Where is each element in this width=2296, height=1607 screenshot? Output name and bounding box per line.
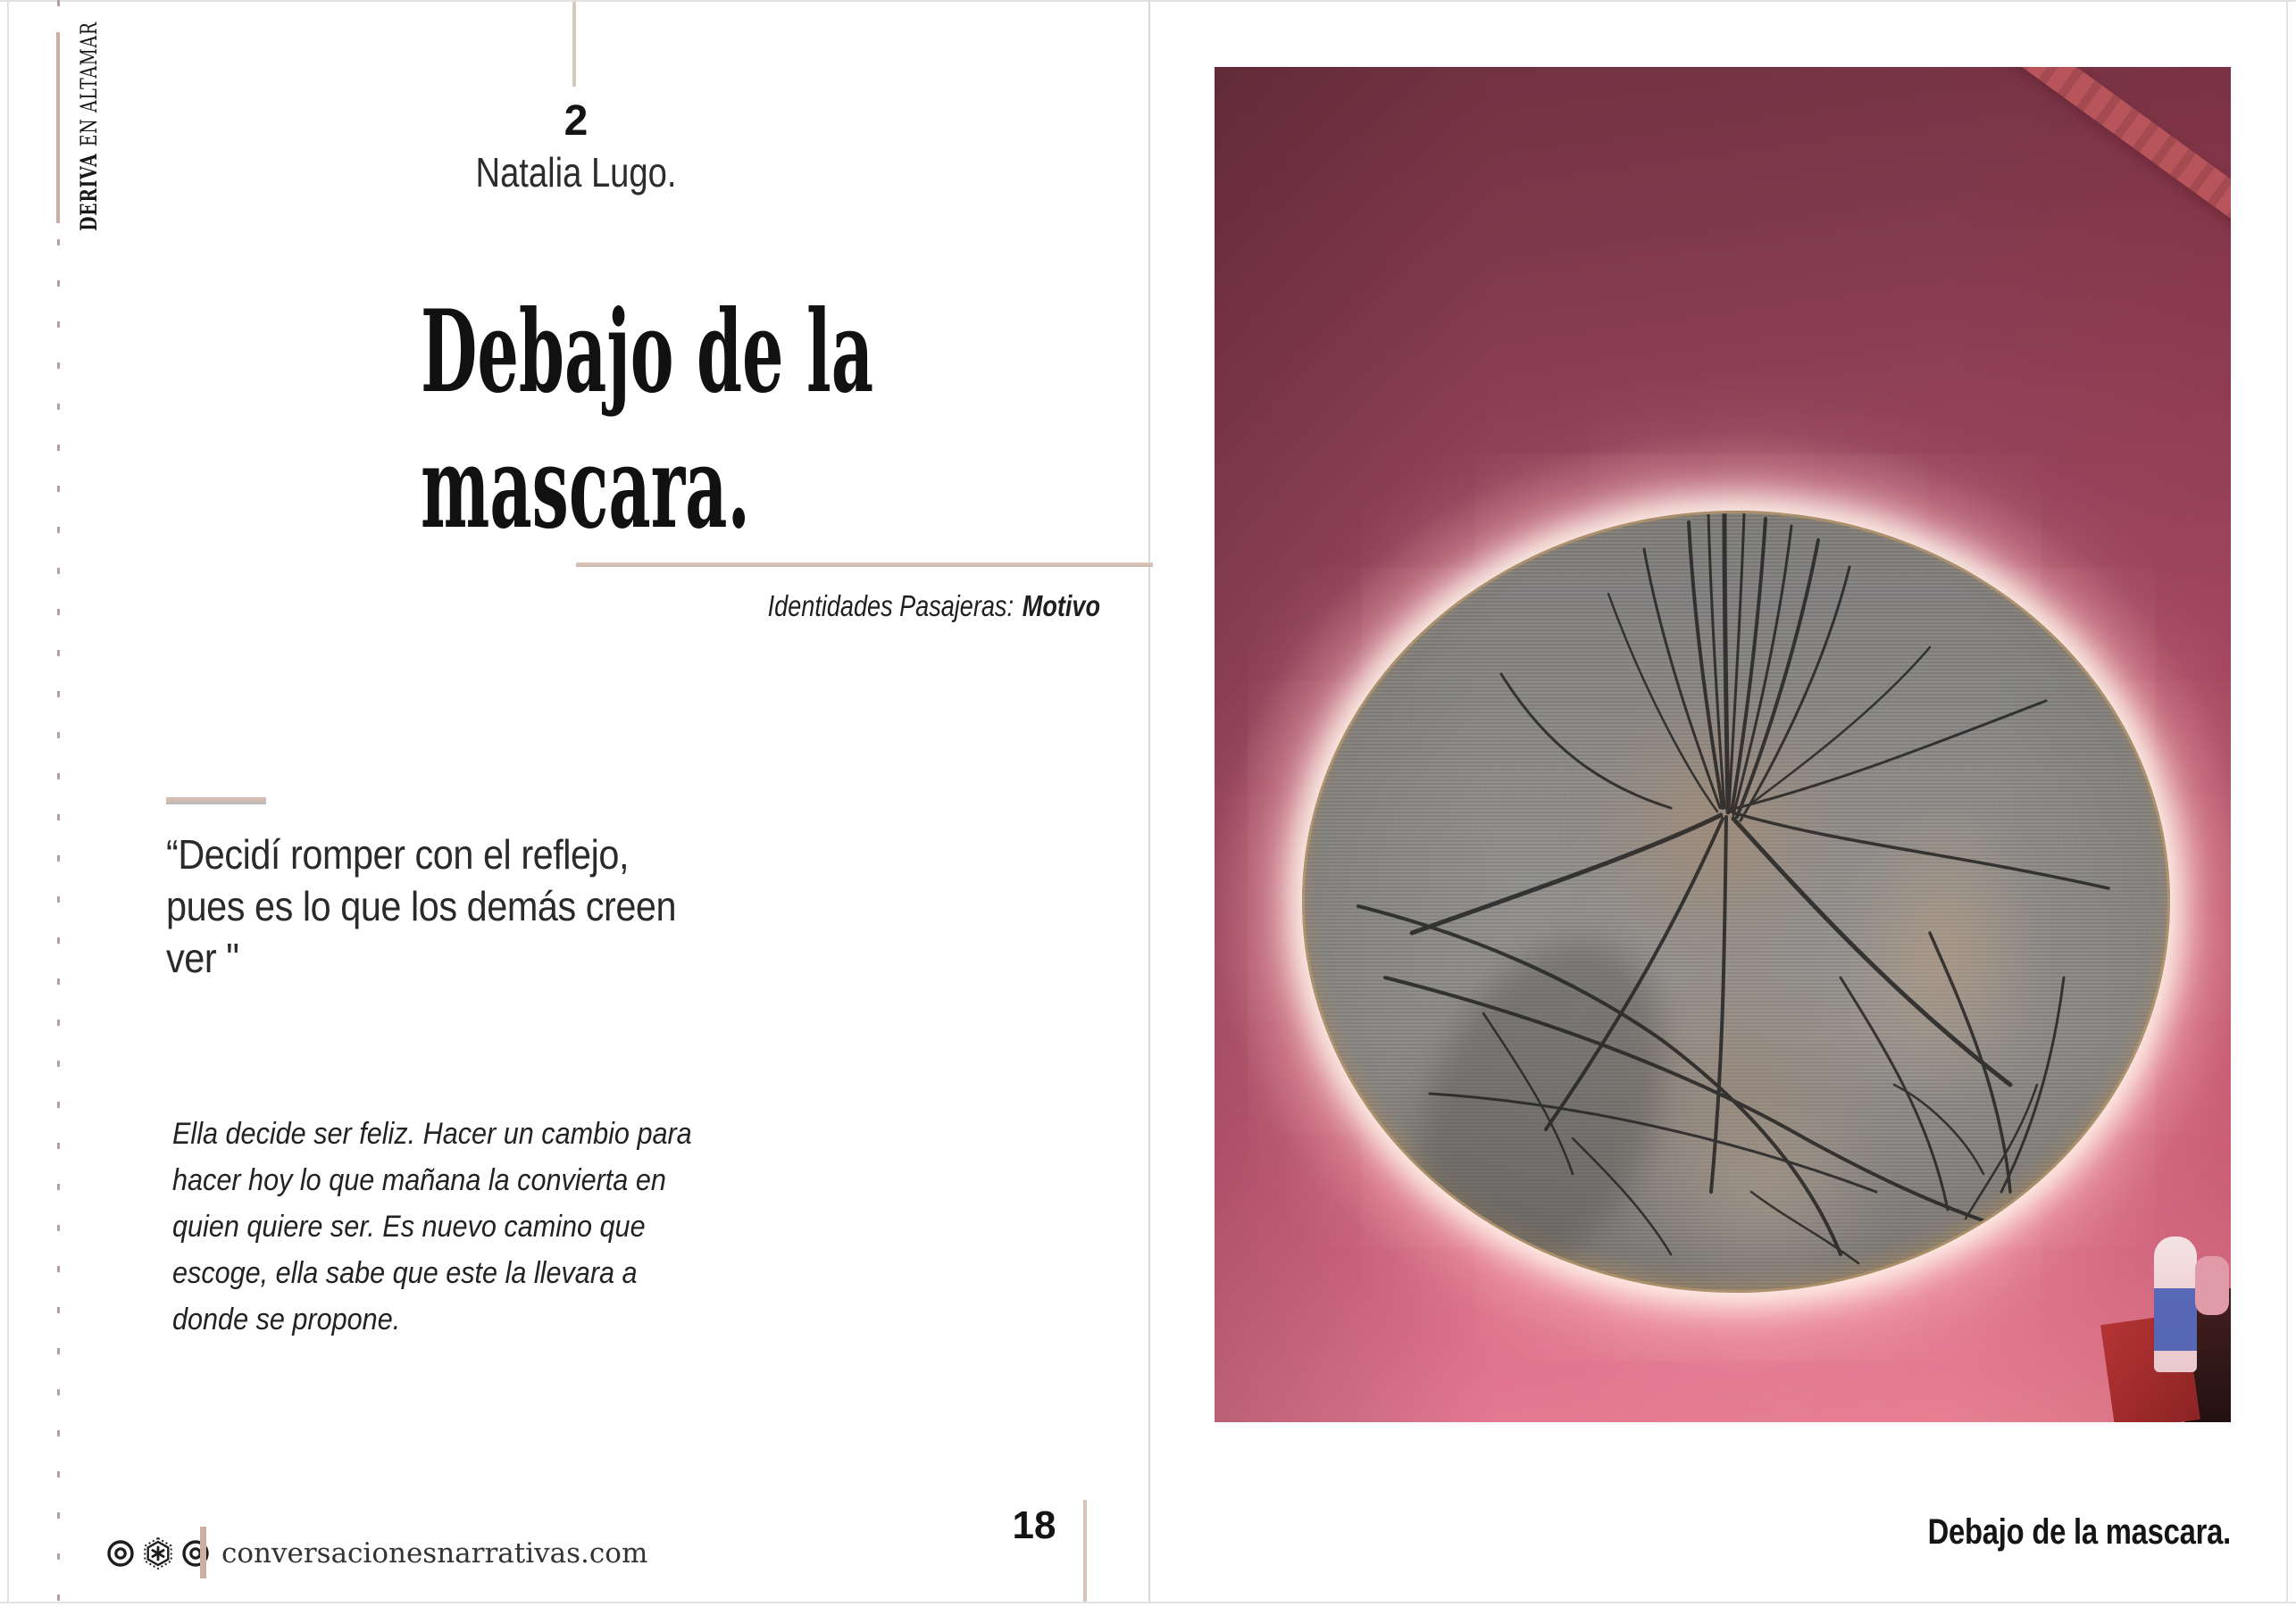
- masthead-title-rest: EN ALTAMAR: [75, 21, 102, 146]
- bottle-label: [2154, 1288, 2197, 1351]
- chapter-rule: [572, 2, 576, 87]
- masthead-title-bold: DERIVA: [75, 153, 102, 231]
- margin-dotted-rule: [57, 239, 60, 1603]
- folio-rule: [1083, 1500, 1087, 1602]
- masthead: [63, 23, 114, 229]
- kicker-value: Motivo: [1022, 589, 1100, 622]
- mirror-cracks: [1305, 513, 2167, 1290]
- page-number: 18: [1012, 1503, 1056, 1547]
- footer-divider-bar: [200, 1527, 206, 1578]
- pull-quote-line: ver ": [166, 935, 239, 981]
- hexagon-asterisk-icon: [140, 1536, 176, 1571]
- right-border: [2286, 0, 2288, 1603]
- author-name: Natalia Lugo.: [475, 149, 677, 196]
- bottle: [2195, 1256, 2229, 1315]
- masthead-title: [76, 21, 102, 230]
- body-paragraph: [172, 1111, 735, 1343]
- circle-target-icon: [105, 1538, 136, 1569]
- mirror-photo: [1215, 67, 2231, 1422]
- article-title-line: mascara.: [421, 421, 750, 554]
- broken-mirror: [1302, 511, 2170, 1293]
- kicker: [661, 589, 1100, 623]
- chapter-number: 2: [564, 97, 589, 145]
- body-line: Ella decide ser feliz. Hacer un cambio para: [172, 1117, 692, 1151]
- article-title: [308, 284, 874, 555]
- masthead-rule: [56, 32, 60, 223]
- body-line: quien quiere ser. Es nuevo camino que: [172, 1210, 646, 1244]
- body-line: escoge, ella sabe que este la llevara a: [172, 1256, 638, 1290]
- body-line: hacer hoy lo que mañana la convierta en: [172, 1163, 666, 1197]
- photo-caption: Debajo de la mascara.: [1927, 1512, 2231, 1552]
- body-line: donde se propone.: [172, 1303, 401, 1336]
- publisher-logo: [105, 1536, 211, 1571]
- pull-quote-line: “Decidí romper con el reflejo,: [166, 831, 630, 878]
- margin-dotted-rule: [57, 0, 60, 27]
- kicker-rule: [576, 562, 1153, 567]
- quote-rule: [166, 797, 266, 804]
- kicker-label: Identidades Pasajeras:: [767, 589, 1014, 622]
- left-border: [7, 0, 9, 1603]
- pull-quote-line: pues es lo que los demás creen: [166, 883, 677, 929]
- page-divider: [1148, 0, 1150, 1603]
- pull-quote: [166, 828, 729, 984]
- website-link[interactable]: conversacionesnarrativas.com: [221, 1537, 648, 1570]
- article-title-line: Debajo de la: [421, 286, 874, 418]
